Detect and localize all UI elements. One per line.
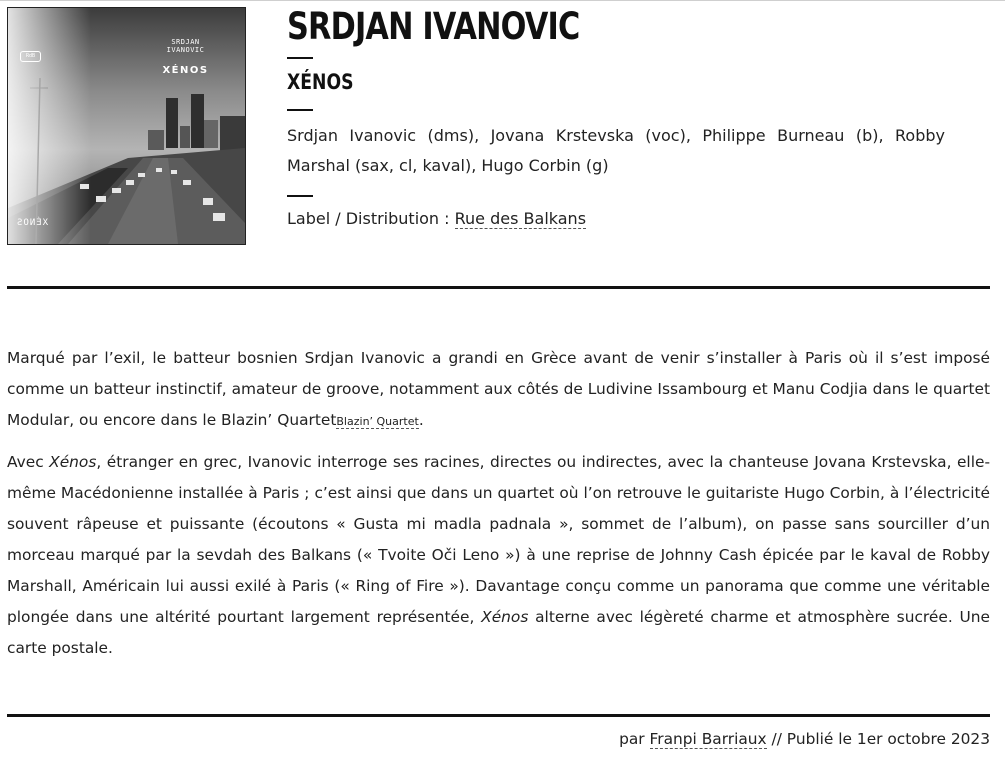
publish-date: // Publié le 1er octobre 2023 bbox=[766, 730, 990, 748]
article-paragraph bbox=[7, 343, 990, 437]
lineup-text: Srdjan Ivanovic (dms), Jovana Krstevska (voc), Philippe Burneau (b), Robby Marshal (sax, cl, kaval), Hugo Corbin (g) bbox=[287, 126, 945, 175]
label-distribution bbox=[287, 207, 887, 231]
divider-dash bbox=[287, 195, 313, 197]
musician-link-srdjan[interactable]: Srdjan Ivanovic bbox=[304, 349, 425, 367]
cover-album-title: XÉNOS bbox=[162, 65, 209, 76]
text-span: , à l’électricité souvent râpeuse et puissante (écoutons « Gusta mi madla padnala », sommet de l’album), on passe sans sourciller d’un morceau marqué par la sevdah des Balkans (« Tvoite Oči Leno ») à une reprise de Johnny Cash épicée par le kaval de bbox=[7, 484, 990, 564]
musician-link-hugo[interactable]: Hugo Corbin bbox=[784, 484, 880, 502]
article-paragraph bbox=[7, 447, 990, 664]
text-span: , elle-même Macédonienne installée à Paris ; c’est ainsi que dans un quartet où l’on retrouve le guitariste bbox=[7, 453, 990, 502]
footer-rule bbox=[7, 714, 990, 717]
text-span: , Américain lui aussi exilé à Paris (« Ring of Fire »). Davantage conçu comme un panorama que comme une véritable plongée dans une altérité pourtant largement représentée, bbox=[7, 577, 990, 626]
text-span: Avec bbox=[7, 453, 50, 471]
album-cover bbox=[7, 7, 246, 245]
text-span: a grandi en Grèce avant de venir s’installer à Paris où il s’est imposé comme un batteur instinctif, amateur de groove, notamment aux côtés de Ludivine Issambourg et Manu Codjia dans le quartet Modular, ou encore dans le Blazin’ Quartet bbox=[7, 349, 990, 429]
byline-prefix: par bbox=[619, 730, 650, 748]
cover-artist-line1: SRDJAN bbox=[171, 38, 200, 46]
text-span: Marqué par l’exil, le batteur bosnien bbox=[7, 349, 305, 367]
text-span: . bbox=[418, 411, 424, 429]
text-span: , étranger en grec, Ivanovic interroge ses racines, directes ou indirectes, avec la chanteuse bbox=[96, 453, 815, 471]
label-prefix: Label / Distribution : bbox=[287, 209, 455, 228]
album-title-emphasis: Xénos bbox=[49, 453, 97, 471]
divider-dash bbox=[287, 57, 313, 59]
top-border bbox=[0, 0, 1005, 1]
tag-link-blazin-quartet[interactable]: Blazin’ Quartet bbox=[336, 415, 419, 428]
musician-link-jovana[interactable]: Jovana Krstevska bbox=[814, 453, 947, 471]
text-span: alterne avec légèreté charme et atmosphère sucrée. Une carte postale. bbox=[7, 608, 990, 657]
label-link[interactable]: Rue des Balkans bbox=[454, 209, 587, 228]
section-rule bbox=[7, 286, 990, 289]
album-title: XÉNOS bbox=[287, 70, 354, 94]
divider-dash bbox=[287, 109, 313, 111]
label-logo: RdB bbox=[20, 51, 41, 62]
album-title-emphasis: Xénos bbox=[481, 608, 529, 626]
byline bbox=[619, 727, 990, 751]
musician-link-robby[interactable]: Robby Marshall bbox=[7, 546, 990, 595]
author-link[interactable]: Franpi Barriaux bbox=[649, 730, 767, 748]
cover-artist-line2: IVANOVIC bbox=[166, 46, 205, 54]
artist-name: SRDJAN IVANOVIC bbox=[287, 5, 580, 48]
cover-mirrored-title: XÉNOS bbox=[16, 218, 49, 228]
article-body bbox=[7, 343, 990, 674]
cover-artist-name bbox=[148, 38, 223, 54]
